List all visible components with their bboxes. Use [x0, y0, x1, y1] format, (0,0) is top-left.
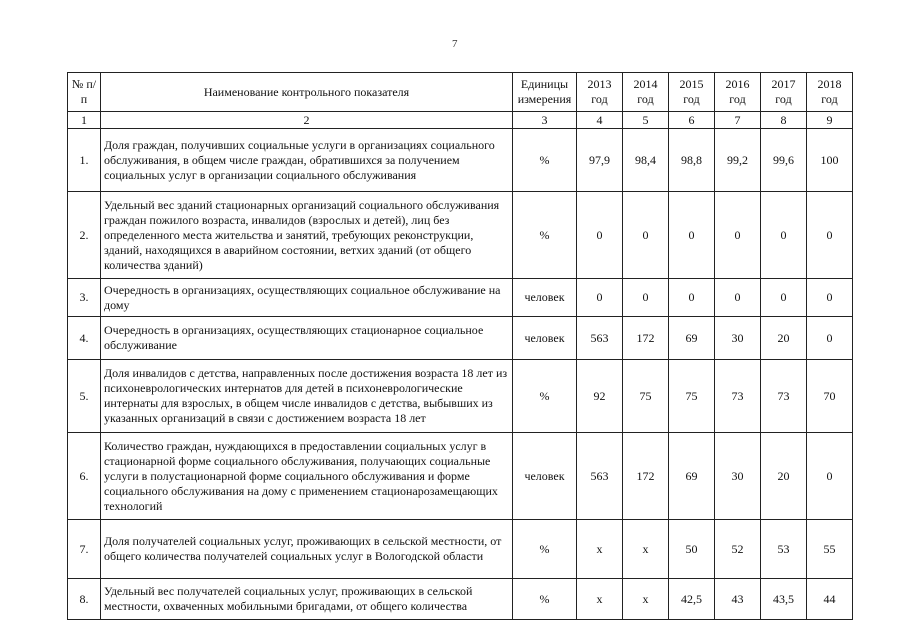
year-value-cell: 563: [577, 433, 623, 520]
year-value-cell: x: [577, 579, 623, 620]
column-index: 9: [807, 112, 853, 129]
column-index-row: [68, 112, 853, 129]
table-row: [68, 579, 853, 620]
indicator-name: Доля инвалидов с детства, направленных после достижения возраста 18 лет из психоневрологических интернатов для детей в психоневрологические интернаты для взрослых, в общем числе инвалидов с детства, выбывших из указанных организаций в связи с достижением возраста 18 лет: [101, 360, 513, 433]
table-row: [68, 317, 853, 360]
column-index: 4: [577, 112, 623, 129]
column-index: 5: [623, 112, 669, 129]
year-value-cell: 43: [715, 579, 761, 620]
year-value-cell: 0: [669, 192, 715, 279]
header-year-2014: 2014 год: [623, 73, 669, 112]
year-value-cell: 0: [807, 433, 853, 520]
year-value-cell: 0: [715, 279, 761, 317]
year-value-cell: 30: [715, 317, 761, 360]
year-value-cell: 563: [577, 317, 623, 360]
year-value-cell: 70: [807, 360, 853, 433]
unit-cell: человек: [513, 433, 577, 520]
table-row: [68, 433, 853, 520]
table-row: [68, 360, 853, 433]
header-row: [68, 73, 853, 112]
unit-cell: %: [513, 192, 577, 279]
header-year-2015: 2015 год: [669, 73, 715, 112]
row-number: 7.: [68, 520, 101, 579]
year-value-cell: 0: [807, 192, 853, 279]
unit-cell: %: [513, 579, 577, 620]
year-value-cell: 92: [577, 360, 623, 433]
unit-cell: %: [513, 360, 577, 433]
indicator-name: Доля граждан, получивших социальные услуги в организациях социального обслуживания, в общем числе граждан, обратившихся за получением социальных услуг в организации социального обслуживания: [101, 129, 513, 192]
year-value-cell: 52: [715, 520, 761, 579]
year-value-cell: 98,4: [623, 129, 669, 192]
column-index: 1: [68, 112, 101, 129]
year-value-cell: 0: [715, 192, 761, 279]
year-value-cell: 75: [669, 360, 715, 433]
table-row: [68, 520, 853, 579]
unit-cell: человек: [513, 317, 577, 360]
row-number: 1.: [68, 129, 101, 192]
year-value-cell: 97,9: [577, 129, 623, 192]
unit-cell: %: [513, 129, 577, 192]
indicator-name: Удельный вес получателей социальных услуг, проживающих в сельской местности, охваченных мобильными бригадами, от общего количества: [101, 579, 513, 620]
year-value-cell: 0: [669, 279, 715, 317]
page-number: 7: [452, 38, 458, 50]
year-value-cell: 69: [669, 317, 715, 360]
column-index: 2: [101, 112, 513, 129]
year-value-cell: 30: [715, 433, 761, 520]
year-value-cell: 0: [577, 279, 623, 317]
header-year-2017: 2017 год: [761, 73, 807, 112]
year-value-cell: 172: [623, 317, 669, 360]
year-value-cell: 0: [577, 192, 623, 279]
column-index: 6: [669, 112, 715, 129]
row-number: 6.: [68, 433, 101, 520]
header-num: № п/п: [68, 73, 101, 112]
year-value-cell: 99,2: [715, 129, 761, 192]
unit-cell: человек: [513, 279, 577, 317]
table-row: [68, 129, 853, 192]
row-number: 2.: [68, 192, 101, 279]
year-value-cell: 44: [807, 579, 853, 620]
header-year-2018: 2018 год: [807, 73, 853, 112]
year-value-cell: 0: [761, 279, 807, 317]
row-number: 4.: [68, 317, 101, 360]
year-value-cell: 0: [623, 279, 669, 317]
row-number: 3.: [68, 279, 101, 317]
header-year-2013: 2013 год: [577, 73, 623, 112]
year-value-cell: 99,6: [761, 129, 807, 192]
year-value-cell: 73: [761, 360, 807, 433]
year-value-cell: 53: [761, 520, 807, 579]
year-value-cell: 43,5: [761, 579, 807, 620]
year-value-cell: x: [623, 520, 669, 579]
year-value-cell: 172: [623, 433, 669, 520]
indicators-table: [67, 72, 853, 620]
year-value-cell: 20: [761, 317, 807, 360]
indicator-name: Доля получателей социальных услуг, проживающих в сельской местности, от общего количества получателей социальных услуг в Вологодской области: [101, 520, 513, 579]
header-unit: Единицы измерения: [513, 73, 577, 112]
column-index: 7: [715, 112, 761, 129]
indicator-name: Очередность в организациях, осуществляющих социальное обслуживание на дому: [101, 279, 513, 317]
year-value-cell: 0: [761, 192, 807, 279]
header-name: Наименование контрольного показателя: [101, 73, 513, 112]
year-value-cell: 75: [623, 360, 669, 433]
row-number: 8.: [68, 579, 101, 620]
year-value-cell: 73: [715, 360, 761, 433]
row-number: 5.: [68, 360, 101, 433]
indicator-name: Очередность в организациях, осуществляющих стационарное социальное обслуживание: [101, 317, 513, 360]
unit-cell: %: [513, 520, 577, 579]
year-value-cell: x: [623, 579, 669, 620]
indicator-name: Количество граждан, нуждающихся в предоставлении социальных услуг в стационарной форме социального обслуживания, получающих социальные услуги в полустационарной форме социального обслуживания и форме социального обслуживания на дому с применением стационарозамещающих технологий: [101, 433, 513, 520]
table-row: [68, 192, 853, 279]
year-value-cell: x: [577, 520, 623, 579]
table-row: [68, 279, 853, 317]
year-value-cell: 42,5: [669, 579, 715, 620]
year-value-cell: 55: [807, 520, 853, 579]
year-value-cell: 50: [669, 520, 715, 579]
column-index: 8: [761, 112, 807, 129]
column-index: 3: [513, 112, 577, 129]
year-value-cell: 20: [761, 433, 807, 520]
header-year-2016: 2016 год: [715, 73, 761, 112]
year-value-cell: 0: [623, 192, 669, 279]
year-value-cell: 69: [669, 433, 715, 520]
year-value-cell: 100: [807, 129, 853, 192]
year-value-cell: 0: [807, 317, 853, 360]
year-value-cell: 98,8: [669, 129, 715, 192]
indicator-name: Удельный вес зданий стационарных организаций социального обслуживания граждан пожилого возраста, инвалидов (взрослых и детей), лиц без определенного места жительства и занятий, требующих реконструкции, зданий, находящихся в аварийном состоянии, ветхих зданий (от общего количества зданий): [101, 192, 513, 279]
year-value-cell: 0: [807, 279, 853, 317]
